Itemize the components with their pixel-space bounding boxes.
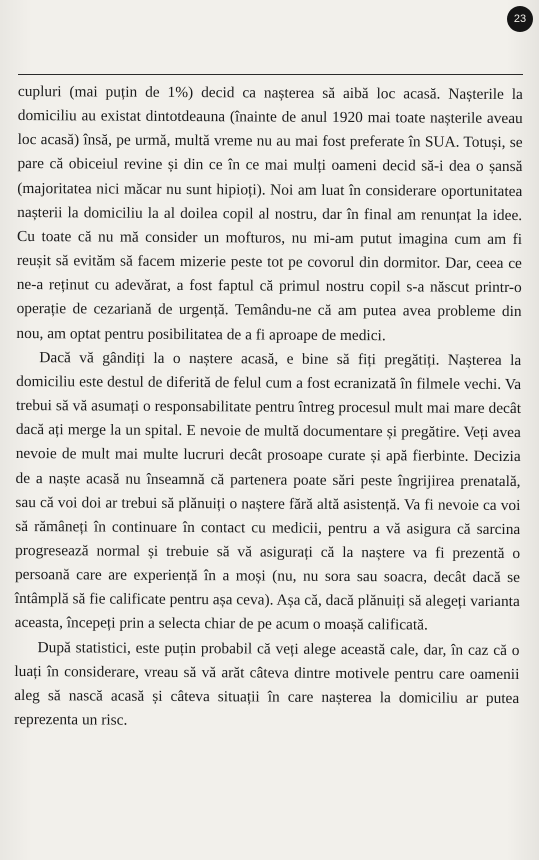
paragraph-3: După statistici, este puțin probabil că veți alege această cale, dar, în caz că o luați în considerare, vreau să vă arăt câteva dintre motivele pentru care oamenii aleg să nască acasă și câteva situații în care nașterea la domiciliu ar putea reprezenta un risc. xyxy=(14,638,520,729)
paragraph-2: Dacă vă gândiți la o naștere acasă, e bine să fiți pregătiți. Nașterea la domiciliu este destul de diferită de felul cum a fost ecranizată în filmele vechi. Va trebui să vă asumați o responsabilitate pentru întreg procesul mult mai mare decât dacă ați merge la un spital. E nevoie de multă documentare și pregătire. Veți avea nevoie de mult mai multe lucruri decât prosoape curate și apă fierbinte. Decizia de a naște acasă nu înseamnă că partenera poate sări peste îngrijirea prenatală, sau că voi doi ar trebui să plănuiți o naștere fără altă asistență. Va fi nevoie ca voi să rămâneți în continuare în contact cu medicii, pentru a vă asigura că sarcina progresează normal și trebuie să vă asigurați că la naștere va fi prezentă o persoană care are experiență în a moși (nu, nu sora sau soacra, decât dacă se întâmplă să fie calificate pentru așa ceva). Așa că, dacă plănuiți să alegeți varianta aceasta, începeți prin a selecta chiar de pe acum o moașă calificată. xyxy=(14,348,522,634)
body-text xyxy=(14,80,523,735)
header-rule xyxy=(18,74,523,75)
bleed-through-text xyxy=(300,10,450,34)
page-number: 23 xyxy=(513,13,527,25)
paragraph-1: cupluri (mai puțin de 1%) decid ca nașterea să aibă loc acasă. Nașterile la domiciliu au existat dintotdeauna (înainte de anul 1920 mai toate nașterile aveau loc acasă) însă, pe urmă, multă vreme nu au mai fost preferate în SUA. Totuși, se pare că obiceiul revine și din ce în ce mai mulți oameni decid să-i dea o șansă (majoritatea nici măcar nu sunt hipioți). Noi am luat în considerare oportunitatea nașterii la domiciliu la al doilea copil al nostru, dar în final am renunțat la idee. Cu toate că nu mă consider un mofturos, nu mi-am putut imagina cum am fi reușit să evităm să facem mizerie peste tot pe covorul din dormitor. Dar, ceea ce ne-a reținut cu adevărat, a fost faptul că primul nostru copil s-a născut printr-o operație de cezariană de urgență. Temându-ne că am putea avea probleme din nou, am optat pentru posibilitatea de a fi aproape de medici. xyxy=(16,82,523,344)
page-number-badge xyxy=(507,6,533,32)
